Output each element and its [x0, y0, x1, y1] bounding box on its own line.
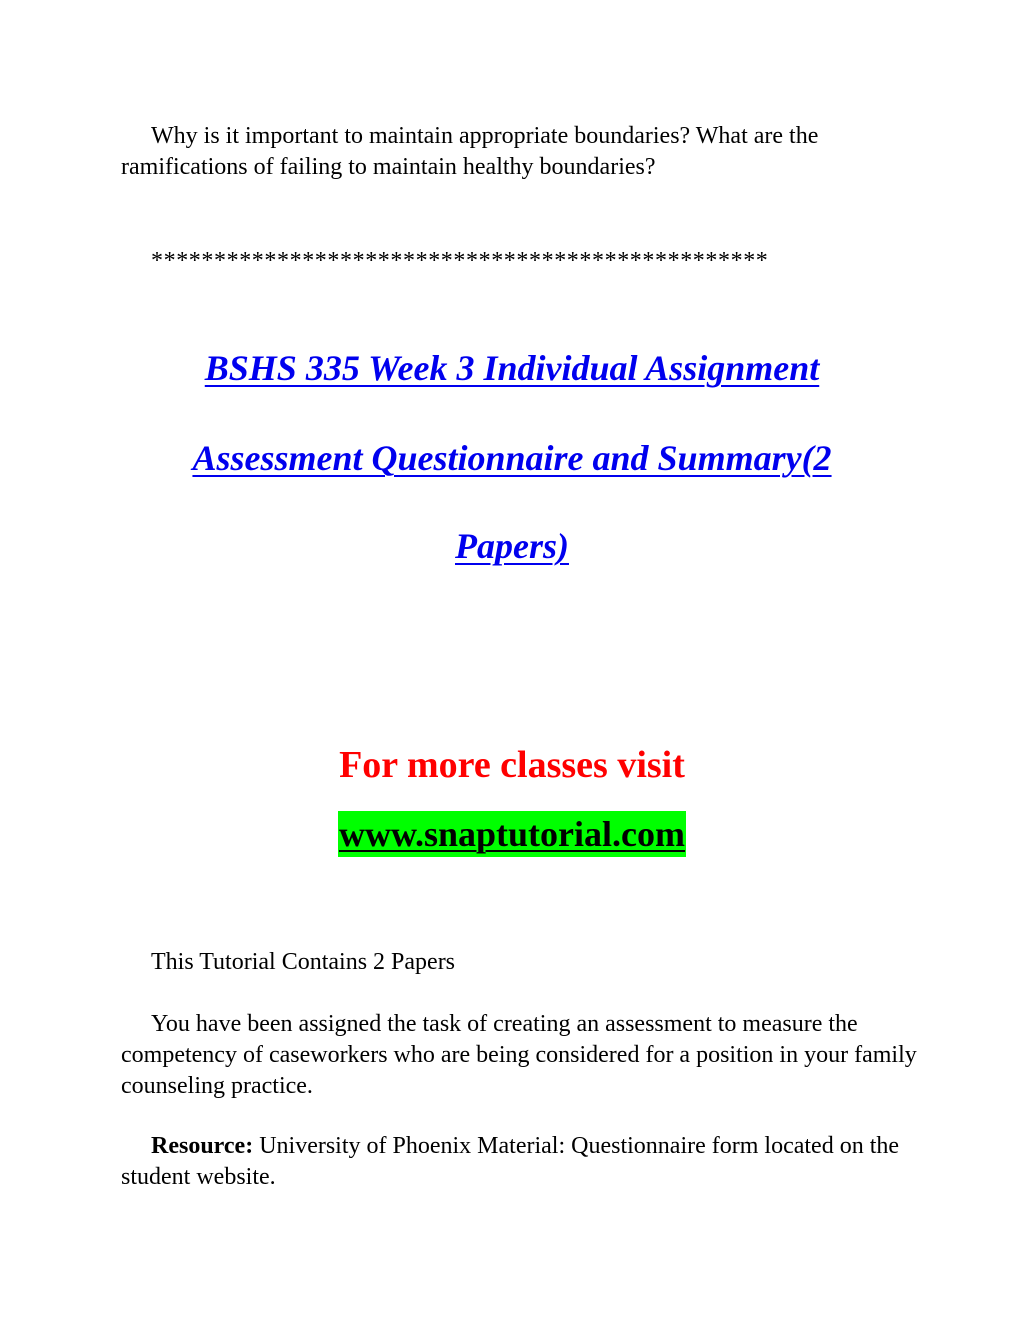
website-link[interactable]: www.snaptutorial.com — [338, 811, 686, 857]
tutorial-contains-text: This Tutorial Contains 2 Papers — [151, 949, 456, 975]
title-link-line-3[interactable]: Papers) — [455, 526, 569, 566]
resource-label: Resource: — [151, 1133, 254, 1159]
title-link-line-1[interactable]: BSHS 335 Week 3 Individual Assignment — [204, 348, 820, 388]
resource-paragraph — [121, 1131, 921, 1193]
title-line-1 — [0, 346, 1024, 390]
title-link-line-2[interactable]: Assessment Questionnaire and Summary(2 — [192, 438, 832, 478]
separator-line: ************************************************* — [151, 248, 769, 274]
assignment-paragraph: You have been assigned the task of creating an assessment to measure the competency of caseworkers who are being considered for a position in your family counseling practice. — [121, 1011, 917, 1099]
title-line-3 — [0, 524, 1024, 568]
promo-text: For more classes visit — [339, 744, 685, 786]
intro-question: Why is it important to maintain appropriate boundaries? What are the ramifications of failing to maintain healthy boundaries? — [121, 123, 819, 180]
website-container — [0, 811, 1024, 857]
resource-text: University of Phoenix Material: Questionnaire form located on the student website. — [121, 1133, 900, 1190]
title-line-2 — [0, 436, 1024, 480]
